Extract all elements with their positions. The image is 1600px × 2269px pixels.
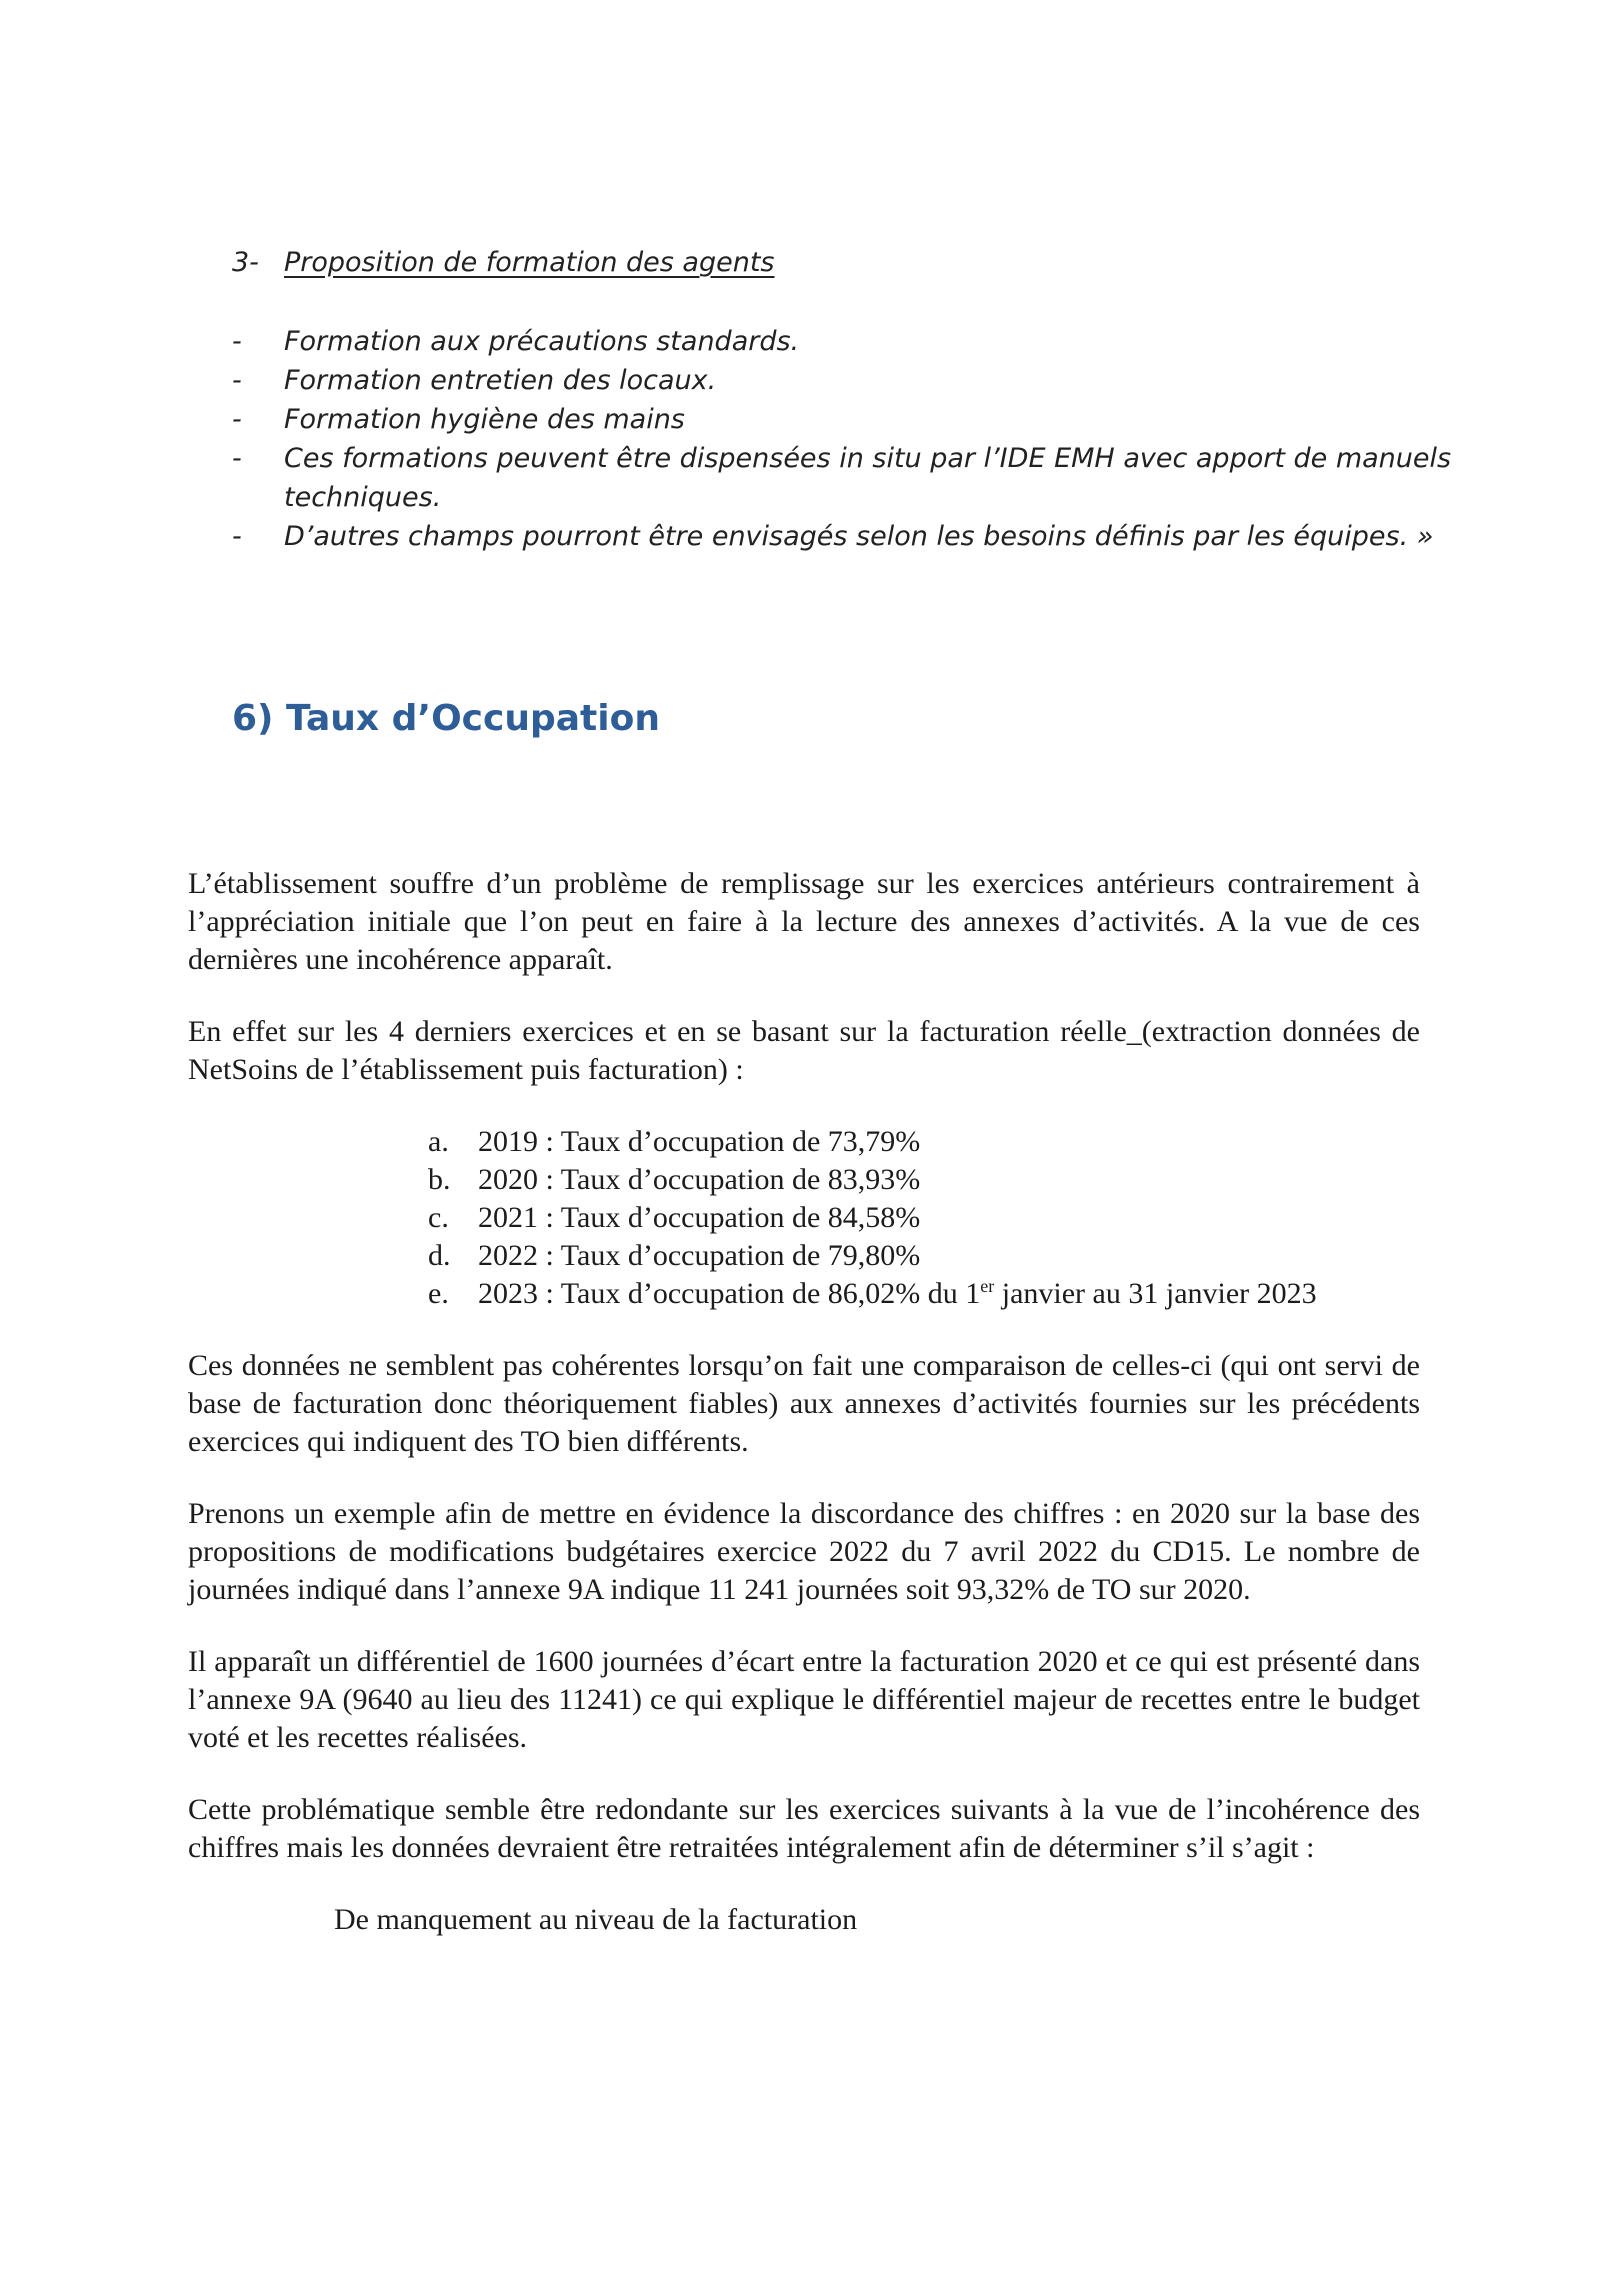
rate-item — [428, 1237, 1420, 1275]
rate-text-part: janvier au 31 janvier 2023 — [994, 1277, 1317, 1310]
body-text — [188, 865, 1420, 1973]
rate-text — [478, 1275, 1317, 1313]
bullet-dash: - — [232, 365, 242, 396]
list-item — [232, 400, 1474, 439]
bullet-dash: - — [232, 443, 242, 474]
paragraph: Il apparaît un différentiel de 1600 journées d’écart entre la facturation 2020 et ce qui est présenté dans l’annexe 9A (9640 au lieu des 11241) ce qui explique le différentiel majeur de recettes entre le budget voté et les recettes réalisées. — [188, 1645, 1420, 1754]
section-number: 3- — [232, 247, 259, 278]
list-item-text: Ces formations peuvent être dispensées in situ par l’IDE EMH avec apport de manuels techniques. — [284, 443, 1452, 513]
rate-text: 2021 : Taux d’occupation de 84,58% — [478, 1201, 921, 1234]
rate-item — [428, 1123, 1420, 1161]
rate-text: 2019 : Taux d’occupation de 73,79% — [478, 1125, 921, 1158]
list-item-text: Formation hygiène des mains — [284, 404, 685, 435]
ordinal-superscript: er — [980, 1276, 995, 1296]
section-heading: 6) Taux d’Occupation — [232, 698, 660, 739]
training-list — [232, 322, 1452, 556]
paragraph: Cette problématique semble être redondante sur les exercices suivants à la vue de l’incohérence des chiffres mais les données devraient être retraitées intégralement afin de déterminer s’il s’agit : — [188, 1793, 1420, 1864]
section-title-text: Proposition de formation des agents — [284, 247, 775, 278]
paragraph: L’établissement souffre d’un problème de remplissage sur les exercices antérieurs contrairement à l’appréciation initiale que l’on peut en faire à la lecture des annexes d’activités. A la vue de ces dernières une incohérence apparaît. — [188, 867, 1420, 976]
paragraph: Ces données ne semblent pas cohérentes lorsqu’on fait une comparaison de celles-ci (qui ont servi de base de facturation donc théoriquement fiables) aux annexes d’activités fournies sur les précédents exercices qui indiquent des TO bien différents. — [188, 1349, 1420, 1458]
rate-item — [428, 1199, 1420, 1237]
rate-item — [428, 1275, 1420, 1313]
list-item — [232, 439, 1474, 517]
list-item-text: Formation aux précautions standards. — [284, 326, 800, 357]
section-3 — [232, 243, 1452, 556]
bullet-dash: - — [232, 404, 242, 435]
list-item-text: Formation entretien des locaux. — [284, 365, 717, 396]
list-item-text: D’autres champs pourront être envisagés selon les besoins définis par les équipes. » — [284, 521, 1434, 552]
bullet-dash: - — [232, 326, 242, 357]
rate-text: 2020 : Taux d’occupation de 83,93% — [478, 1163, 921, 1196]
paragraph: Prenons un exemple afin de mettre en évidence la discordance des chiffres : en 2020 sur la base des propositions de modifications budgétaires exercice 2022 du 7 avril 2022 du CD15. Le nombre de journées indiqué dans l’annexe 9A indique 11 241 journées soit 93,32% de TO sur 2020. — [188, 1497, 1420, 1606]
rate-label: a. — [428, 1125, 449, 1158]
indented-line: De manquement au niveau de la facturation — [334, 1903, 858, 1936]
rate-label: b. — [428, 1163, 451, 1196]
paragraph: En effet sur les 4 derniers exercices et en se basant sur la facturation réelle_(extraction données de NetSoins de l’établissement puis facturation) : — [188, 1015, 1420, 1086]
list-item — [232, 322, 1474, 361]
section-3-title — [232, 243, 1432, 282]
rate-label: e. — [428, 1277, 449, 1310]
rate-item — [428, 1161, 1420, 1199]
bullet-dash: - — [232, 521, 242, 552]
rate-label: c. — [428, 1201, 449, 1234]
rate-label: d. — [428, 1239, 451, 1272]
list-item — [232, 361, 1474, 400]
rate-text-part: 2023 : Taux d’occupation de 86,02% du 1 — [478, 1277, 981, 1310]
rate-text: 2022 : Taux d’occupation de 79,80% — [478, 1239, 921, 1272]
occupancy-rate-list — [188, 1123, 1420, 1313]
list-item — [232, 517, 1474, 556]
